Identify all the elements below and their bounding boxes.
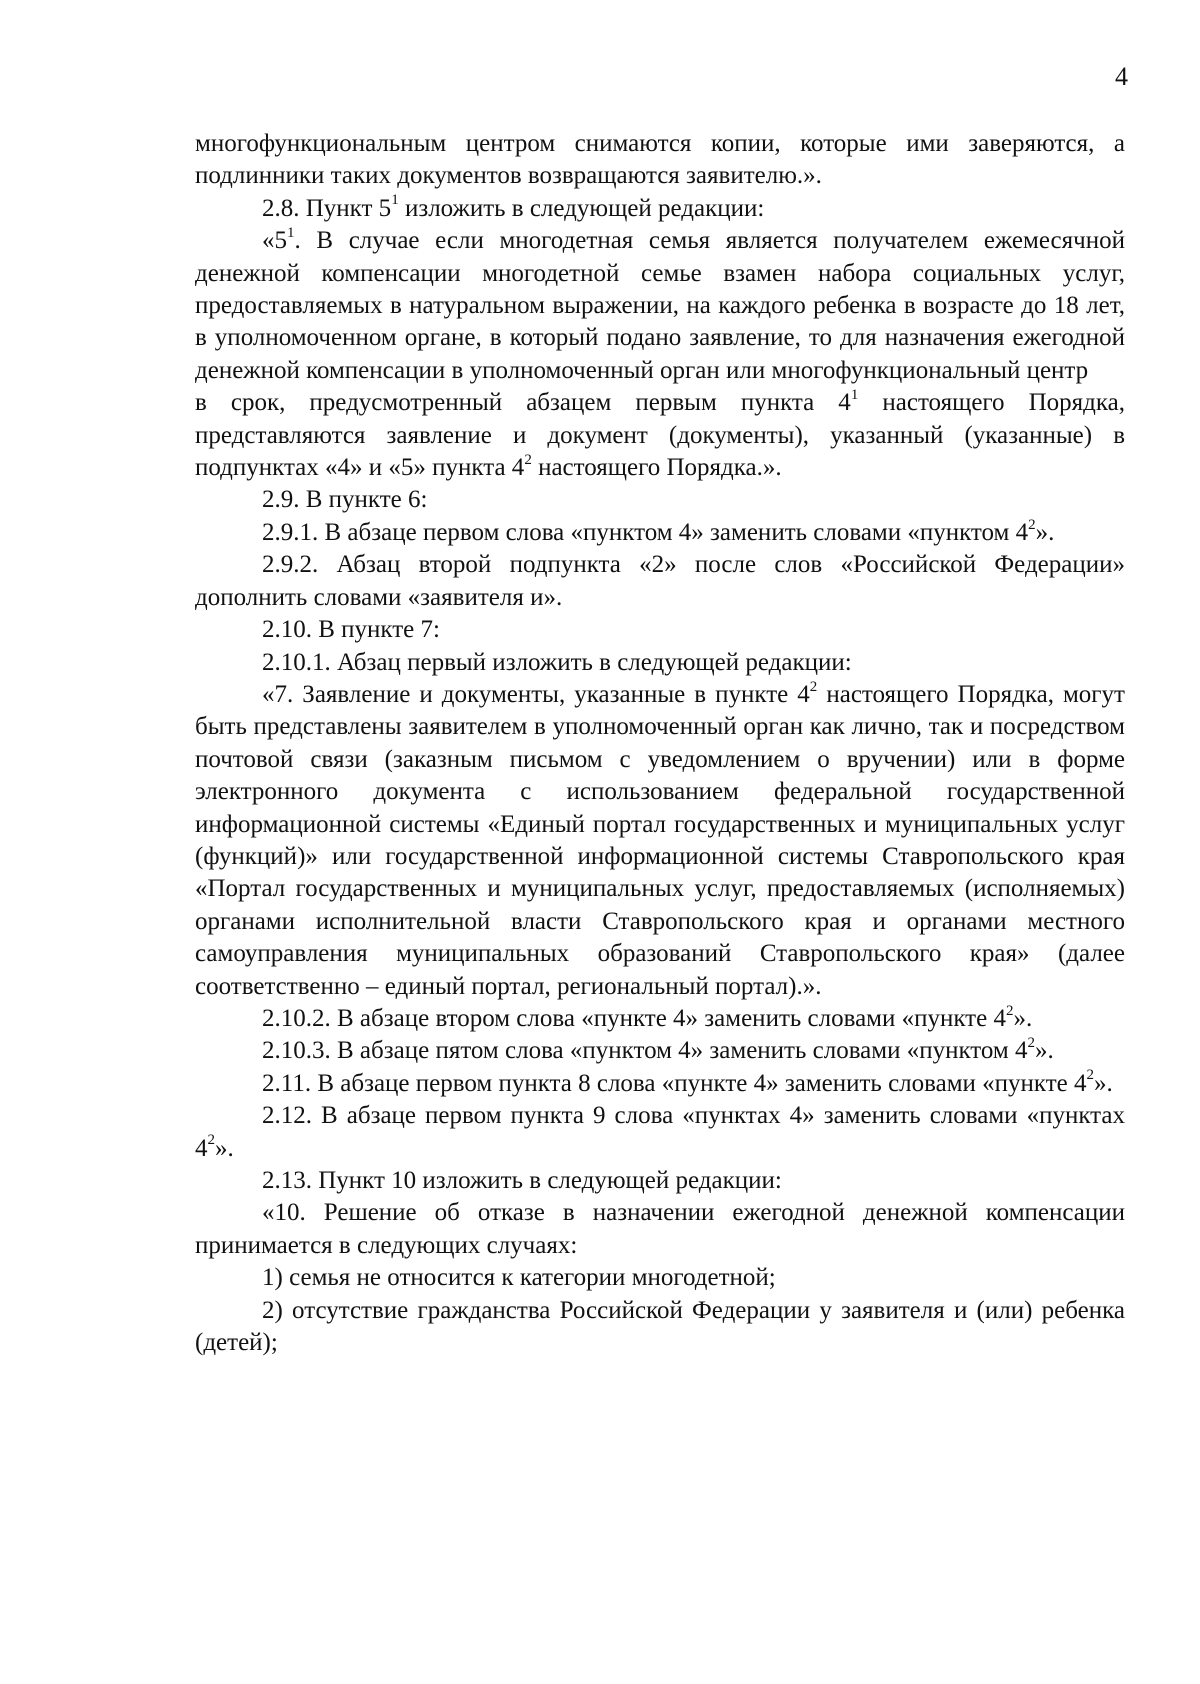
paragraph	[195, 549, 1132, 614]
paragraph-text: ».	[1035, 518, 1055, 546]
superscript: 2	[809, 678, 818, 695]
paragraph	[195, 1197, 1132, 1262]
paragraph-text: 2.10. В пункте 7:	[262, 616, 440, 644]
superscript: 2	[207, 1132, 215, 1149]
superscript: 2	[524, 451, 532, 468]
paragraph-text: изложить в следующей редакции:	[398, 194, 765, 222]
paragraph-text: . В случае если многодетная семья является получателем ежемесячной денежной компенсации многодетной семье взамен набора социальных услуг, предоставляемых в натуральном выражении, на каждого ребенка в возрасте до 18 лет, в уполномоченном органе, в который подано заявление, то для назначения ежегодной денежной компенсации в уполномоченный орган или многофункциональный центр	[195, 227, 1132, 384]
paragraph	[195, 1003, 1125, 1035]
paragraph	[195, 1035, 1125, 1067]
paragraph-text: настоящего Порядка.».	[531, 454, 782, 482]
superscript: 2	[1028, 516, 1036, 533]
superscript: 2	[1005, 1002, 1014, 1019]
paragraph-text: «7. Заявление и документы, указанные в пункте 4	[262, 680, 810, 708]
paragraph-text: 2.10.2. В абзаце втором слова «пункте 4» заменить словами «пункте 4	[262, 1004, 1006, 1032]
paragraph	[195, 386, 1132, 484]
paragraph-text: 2.10.3. В абзаце пятом слова «пунктом 4» заменить словами «пунктом 4	[262, 1037, 1028, 1065]
paragraph	[195, 517, 1125, 549]
paragraph-text: ».	[1013, 1004, 1033, 1032]
paragraph	[195, 484, 1125, 516]
paragraph-text: 2.10.1. Абзац первый изложить в следующей редакции:	[262, 648, 852, 676]
paragraph-text: настоящего Порядка, представляются заявление и документ (документы), указанный (указанные) в подпунктах «4» и «5» пункта 4	[195, 389, 1132, 482]
paragraph-text: ».	[215, 1134, 234, 1162]
superscript: 1	[287, 224, 295, 241]
paragraph-text: многофункциональным центром снимаются копии, которые ими заверяются, а подлинники таких документов возвращаются заявителю.».	[195, 130, 1132, 190]
paragraph-text: настоящего Порядка, могут быть представлены заявителем в уполномоченный орган как лично, так и посредством почтовой связи (заказным письмом с уведомлением о вручении) или в форме электронного документа с использованием федеральной государственной информационной системы «Единый портал государственных и муниципальных услуг (функций)» или государственной информационной системы Ставропольского края «Портал государственных и муниципальных услуг, предоставляемых (исполняемых) органами исполнительной власти Ставропольского края и органами местного самоуправления муниципальных образований Ставропольского края» (далее соответственно – единый портал, региональный портал).».	[195, 680, 1132, 1000]
paragraph	[195, 1165, 1125, 1197]
paragraph	[195, 1068, 1125, 1100]
superscript: 2	[1027, 1035, 1035, 1052]
document-body	[195, 128, 1132, 1359]
superscript: 1	[391, 192, 399, 209]
paragraph-text: в срок, предусмотренный абзацем первым пункта 4	[195, 389, 851, 417]
paragraph-text: 2.12. В абзаце первом пункта 9 слова «пунктах 4» заменить словами «пунктах 4	[195, 1102, 1132, 1162]
superscript: 1	[850, 386, 859, 403]
paragraph	[195, 1295, 1132, 1360]
paragraph-text: 2.9.1. В абзаце первом слова «пунктом 4» заменить словами «пунктом 4	[262, 518, 1029, 546]
paragraph-text: 2) отсутствие гражданства Российской Федерации у заявителя и (или) ребенка (детей);	[195, 1296, 1132, 1357]
superscript: 2	[1086, 1067, 1095, 1084]
paragraph-text: 2.9. В пункте 6:	[262, 486, 428, 514]
paragraph-text: «10. Решение об отказе в назначении ежегодной денежной компенсации принимается в следующих случаях:	[195, 1199, 1132, 1259]
paragraph-text: ».	[1035, 1037, 1054, 1065]
paragraph-text: 2.11. В абзаце первом пункта 8 слова «пункте 4» заменить словами «пункте 4	[262, 1069, 1087, 1097]
paragraph-text: 2.13. Пункт 10 изложить в следующей редакции:	[262, 1167, 782, 1194]
paragraph	[195, 647, 1125, 679]
paragraph	[195, 614, 1125, 646]
paragraph	[195, 224, 1132, 387]
paragraph	[195, 678, 1132, 1003]
paragraph	[195, 1100, 1132, 1165]
page-number: 4	[1115, 62, 1128, 91]
paragraph-text: 1) семья не относится к категории многодетной;	[262, 1264, 776, 1292]
paragraph	[195, 193, 1125, 225]
paragraph-text: ».	[1094, 1069, 1113, 1097]
paragraph-text: 2.8. Пункт 5	[262, 194, 392, 222]
paragraph-text: 2.9.2. Абзац второй подпункта «2» после слов «Российской Федерации» дополнить словами «заявителя и».	[195, 551, 1132, 611]
paragraph	[195, 128, 1132, 193]
paragraph	[195, 1262, 1125, 1294]
paragraph-text: «5	[262, 227, 287, 255]
